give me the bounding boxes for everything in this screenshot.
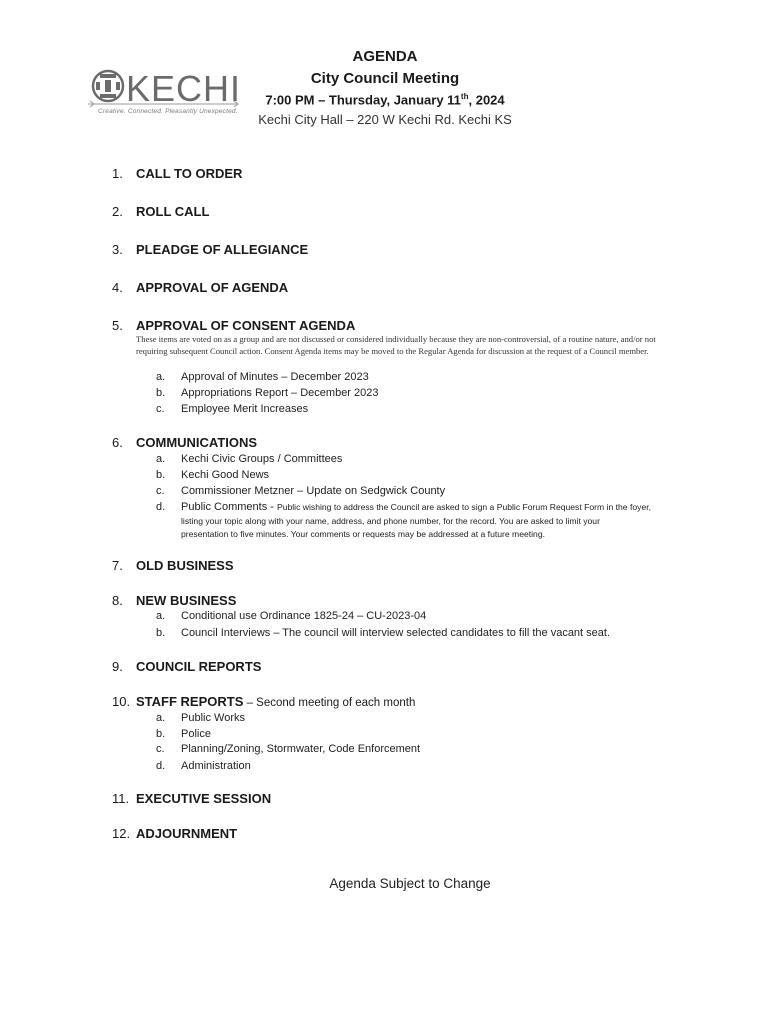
sub-text: Police (181, 728, 211, 740)
sub-text: Kechi Good News (181, 469, 270, 481)
sub-text: Administration (181, 760, 251, 772)
item-label: CALL TO ORDER (136, 166, 243, 181)
item-label: APPROVAL OF AGENDA (136, 280, 289, 295)
sub-letter: c. (156, 403, 165, 415)
item-number: 7. (112, 558, 123, 573)
agenda-item-new-business (112, 593, 236, 608)
sub-letter: d. (156, 760, 166, 772)
agenda-item-council-reports (112, 659, 261, 674)
item-label: STAFF REPORTS (136, 694, 244, 709)
item-label-suffix: – Second meeting of each month (243, 697, 416, 709)
agenda-item-pledge (112, 242, 308, 257)
item-label: OLD BUSINESS (136, 558, 234, 573)
public-comments-continuation: listing your topic along with your name, address, and phone number, for the record. You are asked to limit your (181, 516, 600, 526)
sub-text: Council Interviews – The council will interview selected candidates to fill the vacant seat. (181, 627, 611, 639)
communications-sub-item (156, 453, 342, 465)
communications-sub-item (156, 469, 269, 481)
sub-letter: a. (156, 371, 166, 383)
communications-sub-item (156, 485, 445, 497)
sub-letter: a. (156, 610, 166, 622)
agenda-footer-note: Agenda Subject to Change (329, 876, 491, 891)
meeting-name: City Council Meeting (310, 70, 460, 87)
agenda-item-old-business (112, 558, 234, 573)
meeting-location: Kechi City Hall – 220 W Kechi Rd. Kechi KS (258, 112, 512, 127)
item-number: 6. (112, 435, 123, 450)
sub-letter: c. (156, 485, 165, 497)
meeting-time-prefix: 7:00 PM – Thursday, January 11 (265, 92, 461, 108)
sub-text: Commissioner Metzner – Update on Sedgwick County (181, 485, 446, 497)
sub-text: Planning/Zoning, Stormwater, Code Enforcement (181, 743, 421, 755)
item-number: 2. (112, 204, 123, 219)
agenda-item-communications (112, 435, 257, 450)
agenda-item-adjournment (112, 826, 237, 841)
logo-wordmark: KECHI (126, 68, 242, 109)
sub-letter: b. (156, 627, 166, 639)
sub-text: Public Works (181, 712, 245, 724)
item-label: NEW BUSINESS (136, 593, 237, 608)
item-number: 1. (112, 166, 123, 181)
meeting-time (240, 92, 530, 107)
agenda-item-approval-agenda (112, 280, 288, 295)
item-number: 11. (112, 791, 130, 806)
item-label: ROLL CALL (136, 204, 210, 219)
new-business-sub-item (156, 627, 610, 639)
item-number: 10. (112, 694, 131, 709)
sub-letter: a. (156, 453, 166, 465)
consent-agenda-note: These items are voted on as a group and are not discussed or considered individually because they are non-controversial, of a routine nature, and/or not requiring subsequent Council action. Consent Agenda items may be moved to the Regular Agenda for discussion at the request of a Council member. (136, 334, 656, 356)
item-label: ADJOURNMENT (136, 826, 238, 841)
new-business-sub-item (156, 610, 426, 622)
kechi-logo (88, 66, 240, 122)
item-label: COUNCIL REPORTS (136, 659, 262, 674)
staff-sub-item (156, 760, 251, 772)
sub-text: Appropriations Report – December 2023 (181, 387, 379, 399)
sub-text: Kechi Civic Groups / Committees (181, 453, 343, 465)
sub-text: Public Comments - (181, 501, 277, 513)
logo-tagline: Creative. Connected. Pleasantly Unexpected. (98, 108, 238, 115)
sub-text: Employee Merit Increases (181, 403, 309, 415)
sub-letter: b. (156, 387, 166, 399)
item-label: COMMUNICATIONS (136, 435, 258, 450)
staff-sub-item (156, 743, 420, 755)
item-number: 3. (112, 242, 123, 257)
consent-sub-item (156, 403, 308, 415)
staff-sub-item (156, 728, 211, 740)
agenda-item-executive-session (112, 791, 271, 806)
public-comments-continuation: presentation to five minutes. Your comments or requests may be addressed at a future meeting. (181, 529, 545, 539)
item-number: 12. (112, 826, 131, 841)
meeting-time-sup: th (460, 92, 469, 101)
sub-letter: c. (156, 743, 165, 755)
sub-letter: b. (156, 469, 166, 481)
agenda-item-call-to-order (112, 166, 242, 181)
staff-sub-item (156, 712, 245, 724)
agenda-item-roll-call (112, 204, 209, 219)
sub-text: Conditional use Ordinance 1825-24 – CU-2023-04 (181, 610, 427, 622)
meeting-time-suffix: , 2024 (468, 92, 505, 108)
consent-sub-item (156, 387, 379, 399)
consent-sub-item (156, 371, 369, 383)
item-label: EXECUTIVE SESSION (136, 791, 272, 806)
communications-sub-item-public-comments (156, 501, 651, 513)
item-number: 9. (112, 659, 123, 674)
page-title: AGENDA (352, 48, 418, 65)
agenda-item-consent-agenda (112, 318, 355, 333)
item-number: 8. (112, 593, 123, 608)
item-label: APPROVAL OF CONSENT AGENDA (136, 318, 356, 333)
item-label: PLEADGE OF ALLEGIANCE (136, 242, 309, 257)
sub-text: Approval of Minutes – December 2023 (181, 371, 369, 383)
sub-letter: b. (156, 728, 166, 740)
agenda-item-staff-reports (112, 694, 415, 709)
item-number: 5. (112, 318, 123, 333)
sub-text-small: Public wishing to address the Council are asked to sign a Public Forum Request Form in the foyer, (276, 502, 651, 512)
sub-letter: a. (156, 712, 166, 724)
sub-letter: d. (156, 501, 166, 513)
item-number: 4. (112, 280, 123, 295)
